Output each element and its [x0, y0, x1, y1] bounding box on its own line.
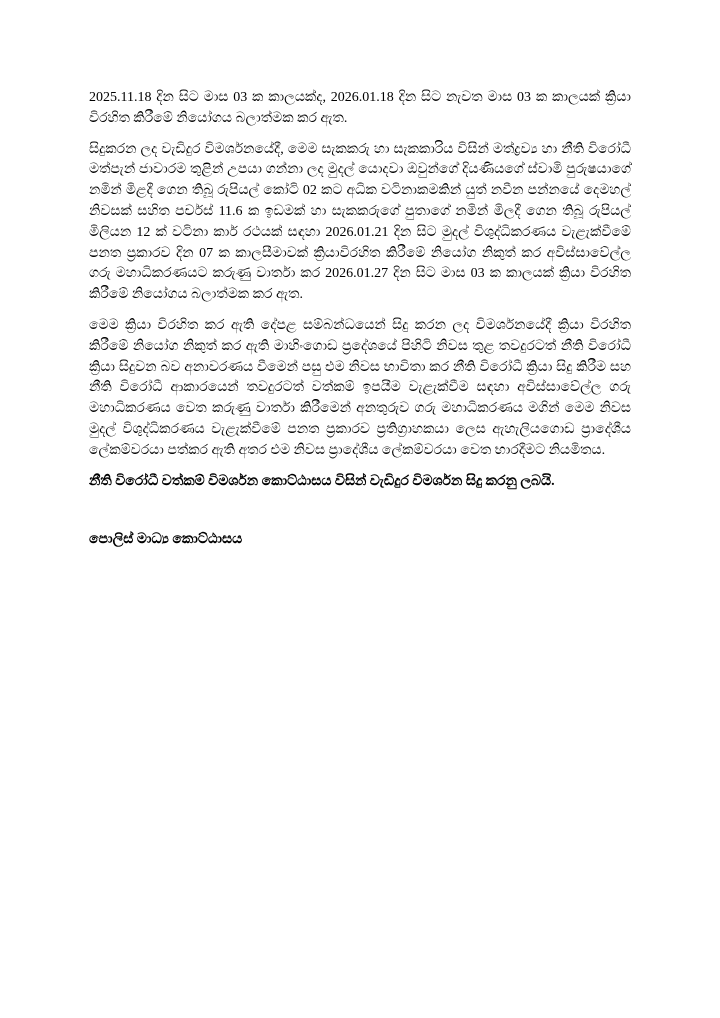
paragraph-4: නීති විරෝධී වත්කම් විමර්ශන කොට්ඨාසය විසින් වැඩිදුර විමර්ශන සිදු කරනු ලබයි. — [89, 473, 555, 489]
signature-police-media-division: පොලිස් මාධ්‍ය කොට්ඨාසය — [89, 532, 243, 548]
document-body — [89, 88, 631, 551]
paragraph-1: 2025.11.18 දින සිට මාස 03 ක කාලයක්ද, 2026.01.18 දින සිට නැවත මාස 03 ක කාලයක් ක්‍රියා විරහිත කිරීමේ නියෝගය බලාත්මක කර ඇත. — [89, 90, 631, 126]
paragraph-3: මෙම ක්‍රියා විරහිත කර ඇති දේපළ සම්බන්ධයෙන් සිදු කරන ලද විමර්ශනයේදී ක්‍රියා විරහිත කිරීමේ නියෝග නිකුත් කර ඇති මාහිංගොඩ ප්‍රදේශයේ පිහිටි නිවස තුළ තවදුරටත් නීති විරෝධී ක්‍රියා සිදුවන බව අනාවරණය වීමෙන් පසු එම නිවස භාවිතා කර නීති විරෝධී ක්‍රියා සිදු කිරීම සහ නීති විරෝධී ආකාරයෙන් තවදුරටත් වත්කම් ඉපයීම වැළැක්වීම සඳහා අවිස්සාවේල්ල ගරු මහාධිකරණය වෙත කරුණු වාර්තා කිරීමෙන් අනතුරුව ගරු මහාධිකරණය මගින් මෙම නිවස මුදල් විශුද්ධිකරණය වැළැක්වීමේ පනත ප්‍රකාරව ප්‍රතිග්‍රාහකයා ලෙස ඇහැලියගොඩ ප්‍රාදේශීය ලේකම්වරයා පත්කර ඇති අතර එම නිවස ප්‍රාදේශීය ලේකම්වරයා වෙත භාරදීමට නියමිතය. — [89, 317, 631, 458]
paragraph-2: සිදුකරන ලද වැඩිදුර විමර්ශනයේදී, මෙම සැකකරු හා සැකකාරිය විසින් මත්ද්‍රව්‍ය හා නීති විරෝධී මත්පැන් ජාවාරම තුළින් උපයා ගන්නා ලද මුදල් යොදවා ඔවුන්ගේ දියණියගේ ස්වාමි පුරුෂයාගේ නමින් මිළදී ගෙන තිබූ රුපියල් කෝටි 02 කට අධික වටිනාකමකින් යුත් නවීන පන්නයේ දෙමහල් නිවසක් සහිත පර්චස් 11.6 ක ඉඩමක් හා සැකකරුගේ පුතාගේ නමින් මිලදී ගෙන තිබූ රුපියල් මිලියන 12 ක් වටිනා කාර් රථයක් සඳහා 2026.01.21 දින සිට මුදල් විශුද්ධිකරණය වැළැක්වීමේ පනත ප්‍රකාරව දින 07 ක කාලසීමාවක් ක්‍රියාවිරහිත කිරීමේ නියෝග නිකුත් කර අවිස්සාවේල්ල ගරු මහාධිකරණයට කරුණු වාර්තා කර 2026.01.27 දින සිට මාස 03 ක කාලයක් ක්‍රියා විරහිත කිරීමේ නියෝගය බලාත්මක කර ඇත. — [89, 141, 631, 303]
